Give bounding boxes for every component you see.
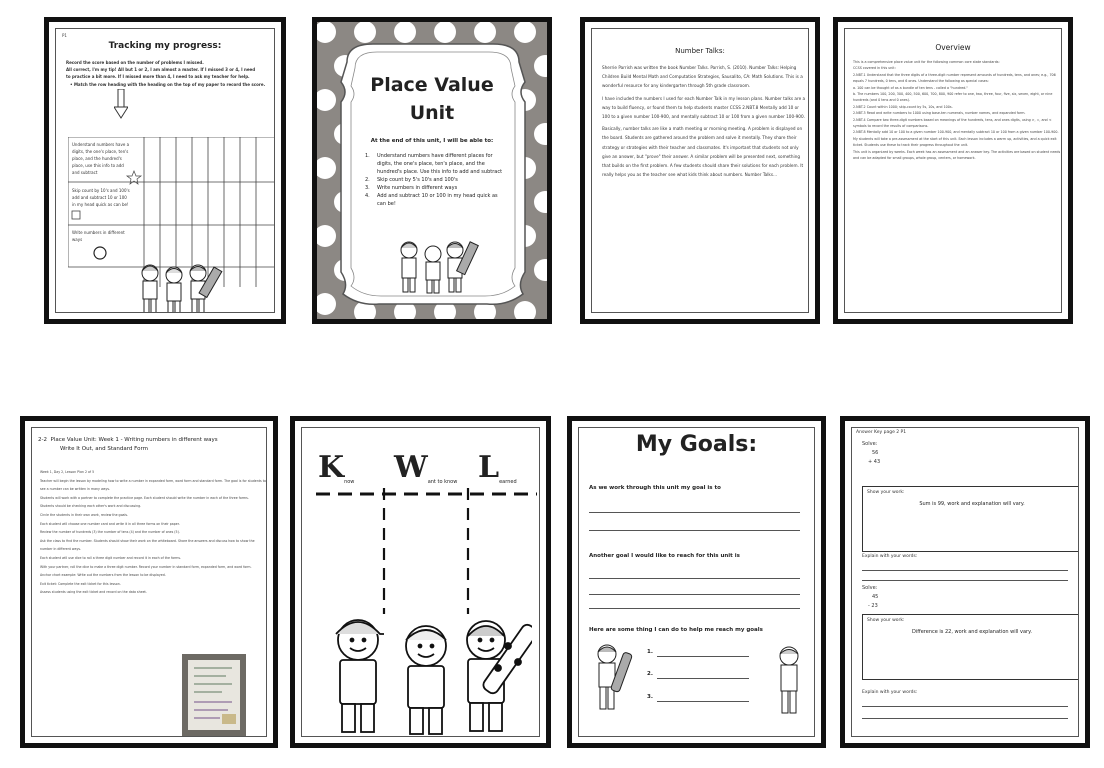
row-label-3: Write numbers in different ways xyxy=(72,230,125,242)
solve-problem-2: Solve: 45 - 23 xyxy=(862,585,879,609)
page-number: P1 xyxy=(62,33,67,38)
goals-list-3: 3. xyxy=(647,694,653,700)
show-work-box-1: Show your work: Sum is 99, work and explanation will vary. xyxy=(862,486,1079,552)
page-frame xyxy=(591,28,809,313)
page-frame xyxy=(578,427,815,737)
square-icon xyxy=(72,211,80,219)
explain-label-2: Explain with your words: xyxy=(862,690,918,695)
kwl-dashed-lines xyxy=(302,484,540,614)
page-thumbnail-cover[interactable] xyxy=(312,17,552,324)
answer-line xyxy=(589,608,800,609)
answer-line xyxy=(657,701,749,702)
answer-line xyxy=(862,706,1068,707)
overview-body: This is a comprehensive place value unit for the following common core state standards: CCSS covered in this unit: 2.NBT.1 Understand that the three digits of a three-digit number represent amounts of hundreds, tens, and ones; e.g., 706 equals 7 hundreds, 0 tens, and 6 ones. Understand the following as special cases: a. 100 can be thought of as a bundle of ten tens - called a "hundred." b. The numbers 100, 200, 300, 400, 500, 600, 700, 800, 900 refer to one, two, three, four, five, six, seven, eight, or nine hundreds (and 0 tens and 0 ones). 2.NBT.2 Count within 1000; skip-count by 5s, 10s, and 100s. 2.NBT.3 Read and write numbers to 1000 using base-ten numerals, number names, and expanded form. 2.NBT.4 Compare two three-digit numbers based on meanings of the hundreds, tens, and ones digits, using >, =, and < symbols to record the results of comparisons. 2.NBT.8 Mentally add 10 or 100 to a given number 100-900, and mentally subtract 10 or 100 from a given number 100-900. My students will take a pre-assessment at the start of this unit. Each lesson includes a warm up, activities, and a quick exit ticket. Students use these to track their progress throughout the unit. This unit is organized by weeks. Each week has an assessment and an answer key. The activities are based on student needs and can be adapted for small groups, whole group, centers, or homework. xyxy=(853,60,1061,161)
answer-key-header: Answer Key page 2 P1 xyxy=(856,430,907,435)
answer-line xyxy=(657,678,749,679)
page-frame xyxy=(31,427,267,737)
kwl-w-heading: Want to know xyxy=(394,450,458,485)
answer-line xyxy=(862,570,1068,571)
answer-line xyxy=(862,718,1068,719)
solve-problem-1: Solve: 56 + 43 xyxy=(862,441,881,465)
page-frame xyxy=(844,28,1062,313)
page-thumbnail-answer-key[interactable] xyxy=(840,416,1090,748)
cover-goals-list: 1. Understand numbers have different places for digits, the one's place, ten's place, and the hundred's place. Use this info to add and subtract 2. Skip count by 5's 10's and 100's 3. Write numbers in different ways 4. Add and subtract 10 or 100 in my head quick as can be! xyxy=(365,153,503,207)
goals-prompt-1: As we work through this unit my goal is to xyxy=(589,485,721,491)
answer-line xyxy=(589,530,800,531)
lesson-body: Week 1, Day 2, Lesson Plan 2 of 5 Teacher will begin the lesson by modeling how to write a number in expanded form, word form and standard form. The goal is for students to see a number can be written in many ways. Students will work with a partner to complete the practice page. Each student should write the number in each of the three forms. Students should be checking each other's work and discussing. Circle the students in their own work, review the goals. Each student will choose one number card and write it in all three forms on their paper. Review the number of hundreds (3) the number of tens (4) and the number of ones (5). Ask the class to find the number. Students should show their work on the whiteboard. Share the answers and discuss how to show the number in different ways. Each student will use dice to roll a three digit number and record it in each of the forms. With your partner, roll the dice to make a three digit number. Record your number in standard form, expanded form, and word form. Anchor chart example: Write out the numbers from the lesson to be displayed. Exit ticket: Complete the exit ticket for this lesson. Assess students using the exit ticket and record on the data sheet. xyxy=(40,470,266,595)
page-frame xyxy=(55,28,275,313)
answer-line xyxy=(657,656,749,657)
page-frame xyxy=(851,427,1079,737)
page-thumbnail-goals[interactable] xyxy=(567,416,826,748)
page-thumbnail-kwl[interactable] xyxy=(290,416,551,748)
page-thumbnail-number-talks[interactable] xyxy=(580,17,820,324)
goals-prompt-3: Here are some thing I can do to help me reach my goals xyxy=(589,627,763,633)
lesson-header: 2-2 Place Value Unit: Week 1 - Writing numbers in different ways Write It Out, and Standard Form xyxy=(38,437,218,452)
girl-clipart xyxy=(589,642,635,716)
goals-prompt-2: Another goal I would like to reach for this unit is xyxy=(589,553,740,559)
kids-clipart xyxy=(134,259,230,313)
tracking-title: Tracking my progress: xyxy=(108,41,222,51)
page-frame xyxy=(301,427,540,737)
answer-line xyxy=(589,578,800,579)
row-label-2: Skip count by 10's and 100's add and subtract 10 or 100 in my head quick as can be! xyxy=(72,188,130,207)
tracking-bullet: • Match the row heading with the heading on the top of my paper to record the score. xyxy=(70,82,266,87)
kids-clipart xyxy=(393,236,483,298)
overview-title: Overview xyxy=(935,43,971,52)
page-thumbnail-overview[interactable] xyxy=(833,17,1073,324)
cover-subtitle: At the end of this unit, I will be able to: xyxy=(370,138,494,144)
tracking-intro: Record the score based on the number of problems I missed. All correct, I'm my tip! All but 1 or 2, I am almost a master. If I missed 3 or 4, I need to practice a bit more. If I missed more than 4, I need to ask my teacher for help. xyxy=(66,60,256,79)
anchor-chart-photo xyxy=(182,654,246,736)
answer-line xyxy=(589,512,800,513)
answer-line xyxy=(862,580,1068,581)
boy-clipart xyxy=(773,644,805,716)
arrow-down-icon xyxy=(114,89,128,119)
goals-list-2: 2. xyxy=(647,671,653,677)
goals-list-1: 1. xyxy=(647,649,653,655)
goals-title: My Goals: xyxy=(635,432,758,457)
page-thumbnail-tracking[interactable] xyxy=(44,17,286,324)
cover-title-line2: Unit xyxy=(409,102,455,124)
show-work-box-2: Show your work: Difference is 22, work and explanation will vary. xyxy=(862,614,1079,680)
kwl-k-heading: Know xyxy=(318,450,355,485)
kids-clipart xyxy=(322,610,532,737)
kwl-l-heading: Learned xyxy=(478,450,517,485)
explain-label-1: Explain with your words: xyxy=(862,554,918,559)
cover-title-line1: Place Value xyxy=(370,74,494,96)
row-label-1: Understand numbers have a digits, the one's place, ten's place, and the hundred's place, use this info to add and subtract xyxy=(72,142,130,175)
number-talks-title: Number Talks: xyxy=(675,47,725,55)
page-thumbnail-lesson[interactable] xyxy=(20,416,278,748)
number-talks-body: Sherrie Parrish was written the book Number Talks. Parrish, S. (2010). Number Talks: Helping Children Build Mental Math and Computation Strategies, Sausalito, CA: Math Solutions. This is a wonderful resource for any kindergarten through 5th grade classroom. I have included the numbers I used for each Number Talk in my lesson plans. Number talks are a way to build fluency, or found them to help students master CCSS 2.NBT.8 Mentally add 10 or 100 to a given number 100-900, and mentally subtract 10 or 100 from a given number 100-900. Basically, number talks are like a math meeting or morning meeting. A problem is displayed on the board. Students are gathered around the problem and solve it mentally. They share their strategy or strategies with their teacher and classmates. It's important that students not only give an answer, but "prove" their answer. A similar problem will be presented next, something that builds on the first problem. A few students should share their solutions for each problem. It really helps you as the teacher see what kids think about numbers. Number Talks... xyxy=(602,65,806,178)
answer-line xyxy=(589,594,800,595)
circle-icon xyxy=(94,247,106,259)
